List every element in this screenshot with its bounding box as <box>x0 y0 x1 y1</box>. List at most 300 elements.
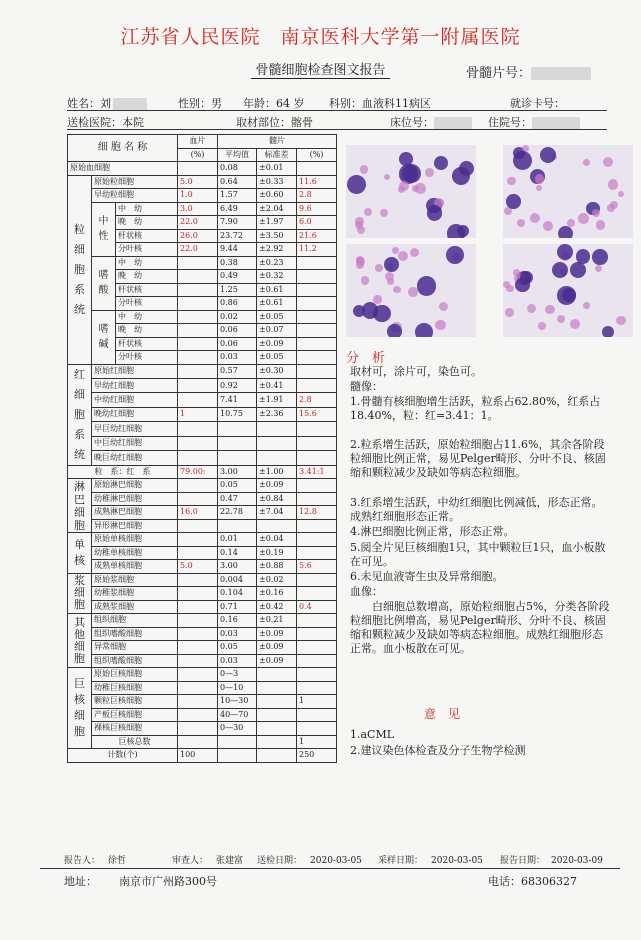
table-row <box>68 465 337 479</box>
table-cell: 晚 幼 <box>116 216 178 230</box>
table-cell: 晚幼红细胞 <box>92 407 178 421</box>
table-row <box>68 681 337 695</box>
table-cell <box>297 364 337 378</box>
table-cell <box>178 654 218 668</box>
table-cell: 分叶核 <box>116 351 178 365</box>
table-cell: 异常细胞 <box>92 641 178 655</box>
table-cell <box>178 681 218 695</box>
table-cell <box>297 451 337 465</box>
stained-cell <box>399 181 409 191</box>
table-cell: ±0.01 <box>257 162 297 176</box>
table-cell <box>178 546 218 560</box>
table-row <box>68 135 337 149</box>
analysis-item-4: 4.淋巴细胞比例正常，形态正常。 <box>350 525 515 538</box>
bone-marrow-no <box>466 62 591 81</box>
divider <box>40 868 620 869</box>
table-cell: 巨核总数 <box>92 735 178 749</box>
text-span: 电话： <box>488 875 521 888</box>
table-cell: 中性 <box>92 202 116 256</box>
table-cell: 1 <box>178 407 218 421</box>
table-cell <box>218 749 257 763</box>
analysis-intro: 取材可，涂片可，染色可。 <box>350 365 482 378</box>
table-row <box>68 708 337 722</box>
table-cell: ±0.23 <box>257 256 297 270</box>
table-cell: ±0.84 <box>257 492 297 506</box>
table-cell: ±0.33 <box>257 175 297 189</box>
table-cell: 中幼红细胞 <box>92 393 178 407</box>
stained-cell <box>398 251 408 261</box>
table-row <box>68 695 337 709</box>
text-span: 骨髓细胞检查图文报告 <box>251 63 389 79</box>
clinic-card-no <box>510 95 565 111</box>
table-cell: 血片 <box>178 135 218 149</box>
table-cell <box>297 627 337 641</box>
table-cell <box>257 668 297 682</box>
stained-cell <box>513 151 532 170</box>
table-cell <box>178 451 218 465</box>
stained-cell <box>517 219 525 227</box>
table-cell: 23.72 <box>218 229 257 243</box>
micrograph-2 <box>503 145 633 238</box>
stained-cell <box>583 159 590 166</box>
table-cell: ±1.00 <box>257 465 297 479</box>
stained-cell <box>552 262 568 278</box>
text-span: 68306327 <box>521 875 577 888</box>
table-row <box>68 722 337 736</box>
table-cell <box>178 600 218 614</box>
table-cell <box>178 297 218 311</box>
stained-cell <box>417 276 436 295</box>
table-cell <box>297 614 337 628</box>
table-cell: 颗粒巨核细胞 <box>92 695 178 709</box>
stained-cell <box>427 205 442 220</box>
table-cell <box>297 641 337 655</box>
table-cell <box>178 270 218 284</box>
table-row <box>68 422 337 436</box>
blood-description: 白细胞总数增高，原始粒细胞占5%，分类各阶段粒细胞比例增高，易见Pelger畸形、分叶不良、核固缩和颗粒减少及缺如等病态粒细胞。成熟红细胞形态正常。血小板散在可见。 <box>350 600 610 655</box>
table-cell: 原始红细胞 <box>92 364 178 378</box>
table-cell: 3.0 <box>178 202 218 216</box>
patient-sex <box>178 95 222 111</box>
table-cell: 7.90 <box>218 216 257 230</box>
blood-label: 血像： <box>350 585 383 598</box>
table-cell <box>178 378 218 392</box>
stained-cell <box>506 194 520 208</box>
stained-cell <box>592 209 600 217</box>
hospital-name: 江苏省人民医院 南京医科大学第一附属医院 <box>120 26 521 48</box>
text-span: 地址： <box>64 875 97 888</box>
table-cell: 10.75 <box>218 407 257 421</box>
table-cell <box>178 573 218 587</box>
table-cell: 异形淋巴细胞 <box>92 519 178 533</box>
stained-cell <box>545 305 554 314</box>
stained-cell <box>362 302 379 319</box>
table-cell: 淋巴细胞 <box>68 479 92 533</box>
table-cell: 分叶核 <box>116 243 178 257</box>
table-cell: 原始巨核细胞 <box>92 668 178 682</box>
table-cell: 5.0 <box>178 175 218 189</box>
table-cell <box>297 492 337 506</box>
table-cell: ±0.41 <box>257 378 297 392</box>
stained-cell <box>608 179 619 190</box>
table-cell <box>257 722 297 736</box>
table-row <box>68 202 337 216</box>
table-cell: 1.57 <box>218 189 257 203</box>
table-cell: 标准差 <box>257 148 297 162</box>
table-cell <box>297 324 337 338</box>
table-cell: 原始粒细胞 <box>92 175 178 189</box>
patient-dept <box>329 95 431 111</box>
table-cell: 15.6 <box>297 407 337 421</box>
table-cell <box>178 324 218 338</box>
table-cell <box>178 256 218 270</box>
opinion-item-1: 1.aCML <box>350 728 395 741</box>
table-cell: ±0.60 <box>257 189 297 203</box>
table-cell: 11.2 <box>297 243 337 257</box>
table-row <box>68 668 337 682</box>
text-span: 住院号： <box>488 116 532 129</box>
table-cell <box>297 270 337 284</box>
table-cell: ±1.97 <box>257 216 297 230</box>
table-cell <box>297 351 337 365</box>
table-cell: ±3.50 <box>257 229 297 243</box>
table-cell <box>297 337 337 351</box>
table-cell: 0.03 <box>218 351 257 365</box>
table-cell <box>218 422 257 436</box>
table-cell: 产板巨核细胞 <box>92 708 178 722</box>
table-cell: ±0.32 <box>257 270 297 284</box>
table-cell: 幼稚单核细胞 <box>92 546 178 560</box>
table-cell: 22.0 <box>178 243 218 257</box>
table-cell: 组织嗜酸细胞 <box>92 654 178 668</box>
analysis-item-1: 1.骨髓有核细胞增生活跃，粒系占62.80%，红系占 18.40%，粒：红=3.41：1。 <box>350 395 601 422</box>
table-row <box>68 749 337 763</box>
opinion-title: 意 见 <box>424 707 461 721</box>
text-span: 髂骨 <box>291 116 313 129</box>
table-cell: ±0.09 <box>257 337 297 351</box>
table-cell: 0—3 <box>218 668 257 682</box>
table-cell <box>297 668 337 682</box>
table-row <box>68 735 337 749</box>
table-cell: ±2.04 <box>257 202 297 216</box>
table-cell <box>297 310 337 324</box>
table-cell: 2.8 <box>297 189 337 203</box>
table-cell: 22.78 <box>218 506 257 520</box>
stained-cell <box>540 147 556 163</box>
text-span: 男 <box>211 97 222 110</box>
table-row <box>68 256 337 270</box>
table-cell: ±0.09 <box>257 479 297 493</box>
text-span: 64 岁 <box>276 97 305 110</box>
table-cell: 0.03 <box>218 654 257 668</box>
redacted-block <box>434 117 472 130</box>
table-cell: 16.0 <box>178 506 218 520</box>
stained-cell <box>515 278 530 293</box>
stained-cell <box>607 204 615 212</box>
table-cell: ±0.09 <box>257 641 297 655</box>
table-cell: 成熟淋巴细胞 <box>92 506 178 520</box>
stained-cell <box>356 256 364 264</box>
stained-cell <box>399 152 413 166</box>
table-cell: 0.38 <box>218 256 257 270</box>
table-cell <box>178 422 218 436</box>
table-cell <box>178 492 218 506</box>
table-row <box>68 546 337 560</box>
table-cell: 原始血细胞 <box>68 162 178 176</box>
table-cell <box>178 364 218 378</box>
table-cell: 9.6 <box>297 202 337 216</box>
stained-cell <box>452 167 470 185</box>
text-span: 刘 <box>100 97 111 110</box>
stained-cell <box>364 208 372 216</box>
table-cell: 粒 系：红 系 <box>68 465 178 479</box>
opinion-item-2: 2.建议染色体检查及分子生物学检测 <box>350 744 526 757</box>
table-cell: 中 幼 <box>116 310 178 324</box>
table-cell: ±2.92 <box>257 243 297 257</box>
analysis-item-2: 2.粒系增生活跃，原始粒细胞占11.6%，其余各阶段粒细胞比例正常，易见Pelger畸形、分叶不良、核固缩和颗粒减少及缺如等病态粒细胞。 <box>350 438 606 479</box>
table-cell: 中巨幼红细胞 <box>92 436 178 450</box>
table-cell <box>178 283 218 297</box>
table-cell: 5.0 <box>178 560 218 574</box>
stained-cell <box>434 156 448 170</box>
stained-cell <box>384 257 399 272</box>
table-row <box>68 614 337 628</box>
table-cell: 1.25 <box>218 283 257 297</box>
table-cell: 0.47 <box>218 492 257 506</box>
table-cell <box>257 451 297 465</box>
cell-count-table <box>67 134 337 763</box>
table-cell: 嗜酸 <box>92 256 116 310</box>
stained-cell <box>595 265 602 272</box>
table-cell: 0.004 <box>218 573 257 587</box>
table-cell <box>297 436 337 450</box>
table-cell <box>178 479 218 493</box>
stained-cell <box>570 262 586 278</box>
table-row <box>68 506 337 520</box>
table-cell <box>178 668 218 682</box>
stained-cell <box>415 323 433 337</box>
table-cell: 21.6 <box>297 229 337 243</box>
table-row <box>68 407 337 421</box>
text-span: 2020-03-05 <box>310 856 362 866</box>
admission-no <box>488 114 580 130</box>
stained-cell <box>557 315 565 323</box>
table-cell: ±1.91 <box>257 393 297 407</box>
text-span: 送检日期： <box>257 856 303 866</box>
sending-hospital <box>67 114 144 130</box>
text-span: 取材部位： <box>236 116 291 129</box>
table-cell <box>178 519 218 533</box>
table-cell: 3.41:1 <box>297 465 337 479</box>
table-cell: 1.0 <box>178 189 218 203</box>
table-cell <box>297 297 337 311</box>
table-cell: 红细胞系统 <box>68 364 92 465</box>
table-cell: 裸核巨核细胞 <box>92 722 178 736</box>
patient-name <box>67 95 147 111</box>
reporter <box>64 853 126 866</box>
table-cell: ±0.30 <box>257 364 297 378</box>
table-cell: 嗜碱 <box>92 310 116 364</box>
table-cell <box>218 436 257 450</box>
table-cell: 早幼粒细胞 <box>92 189 178 203</box>
table-cell: 26.0 <box>178 229 218 243</box>
text-span: 采样日期： <box>378 856 424 866</box>
stained-cell <box>505 308 514 317</box>
table-row <box>68 560 337 574</box>
table-cell: 原始单核细胞 <box>92 533 178 547</box>
text-span: 骨髓片号： <box>466 66 532 81</box>
table-cell <box>257 708 297 722</box>
analysis-item-5: 5.阅全片见巨核细胞1只，其中颗粒巨1只，血小板散在可见。 <box>350 541 606 568</box>
stained-cell <box>393 286 400 293</box>
table-cell: 成熟单核细胞 <box>92 560 178 574</box>
table-cell: 10—30 <box>218 695 257 709</box>
table-row <box>68 162 337 176</box>
table-cell <box>297 256 337 270</box>
table-cell: 6.49 <box>218 202 257 216</box>
table-row <box>68 492 337 506</box>
table-cell: ±0.09 <box>257 654 297 668</box>
table-cell <box>297 546 337 560</box>
table-cell: 计数(个) <box>68 749 178 763</box>
stained-cell <box>410 248 419 257</box>
table-cell: 分叶核 <box>116 297 178 311</box>
table-row <box>68 436 337 450</box>
stained-cell <box>380 209 388 217</box>
table-cell <box>297 708 337 722</box>
table-cell: 1 <box>297 735 337 749</box>
table-cell <box>257 422 297 436</box>
stained-cell <box>618 191 624 197</box>
stained-cell <box>535 174 544 183</box>
table-row <box>68 627 337 641</box>
address <box>64 873 217 889</box>
stained-cell <box>507 177 516 186</box>
table-cell: 0.71 <box>218 600 257 614</box>
table-cell <box>178 310 218 324</box>
table-cell: ±7.04 <box>257 506 297 520</box>
report-date <box>500 853 603 866</box>
table-cell <box>178 351 218 365</box>
table-cell: ±0.61 <box>257 297 297 311</box>
divider <box>67 110 607 111</box>
table-cell: ±0.09 <box>257 627 297 641</box>
stained-cell <box>578 213 589 224</box>
table-cell: 早巨幼红细胞 <box>92 422 178 436</box>
table-cell: 100 <box>178 749 218 763</box>
text-span: 送检医院： <box>67 116 122 129</box>
text-span: 姓名： <box>67 97 100 110</box>
table-cell: ±0.19 <box>257 546 297 560</box>
table-cell <box>178 393 218 407</box>
table-cell: 巨核细胞 <box>68 668 92 749</box>
table-cell: 0—10 <box>218 681 257 695</box>
table-cell: 成熟浆细胞 <box>92 600 178 614</box>
sent-date <box>257 853 362 866</box>
table-cell: 0.02 <box>218 310 257 324</box>
table-row <box>68 573 337 587</box>
table-cell: 浆细胞 <box>68 573 92 614</box>
table-cell: 0—30 <box>218 722 257 736</box>
table-cell <box>297 519 337 533</box>
table-cell <box>218 451 257 465</box>
table-cell: 杆状核 <box>116 283 178 297</box>
table-cell: 0.104 <box>218 587 257 601</box>
table-cell: 0.05 <box>218 641 257 655</box>
stained-cell <box>446 246 464 264</box>
redacted-block <box>532 117 580 130</box>
table-row <box>68 587 337 601</box>
table-cell <box>178 627 218 641</box>
text-span: 南京市广州路300号 <box>119 875 217 888</box>
stained-cell <box>387 324 402 337</box>
table-cell: 晚巨幼红细胞 <box>92 451 178 465</box>
stained-cell <box>347 175 367 195</box>
table-cell: ±2.36 <box>257 407 297 421</box>
table-cell <box>297 422 337 436</box>
text-span: 张建富 <box>216 856 244 866</box>
table-row <box>68 654 337 668</box>
table-cell: ±0.07 <box>257 324 297 338</box>
table-cell <box>297 283 337 297</box>
table-cell: 0.4 <box>297 600 337 614</box>
table-cell: 原始淋巴细胞 <box>92 479 178 493</box>
table-row <box>68 600 337 614</box>
sample-date <box>378 853 483 866</box>
table-cell: 晚 幼 <box>116 324 178 338</box>
table-row <box>68 189 337 203</box>
micrograph-3 <box>346 244 476 337</box>
table-cell: ±0.21 <box>257 614 297 628</box>
stained-cell <box>375 264 383 272</box>
table-cell <box>297 533 337 547</box>
table-cell <box>257 695 297 709</box>
table-cell: 0.14 <box>218 546 257 560</box>
table-cell <box>297 573 337 587</box>
text-span: 本院 <box>122 116 144 129</box>
table-cell: 3.00 <box>218 465 257 479</box>
table-cell: ±0.05 <box>257 310 297 324</box>
table-row <box>68 378 337 392</box>
marrow-label: 髓像： <box>350 380 383 393</box>
bed-no <box>390 114 472 130</box>
table-cell: 40—70 <box>218 708 257 722</box>
table-cell: 幼稚浆细胞 <box>92 587 178 601</box>
table-cell: 单核 <box>68 533 92 574</box>
table-cell: 6.0 <box>297 216 337 230</box>
table-row <box>68 364 337 378</box>
table-cell: 0.05 <box>218 479 257 493</box>
table-row <box>68 175 337 189</box>
table-cell: 杆状核 <box>116 229 178 243</box>
table-cell <box>257 735 297 749</box>
table-cell <box>178 641 218 655</box>
stained-cell <box>415 183 425 193</box>
text-span: 审查人： <box>172 856 209 866</box>
table-cell: 7.41 <box>218 393 257 407</box>
table-cell: ±0.02 <box>257 573 297 587</box>
table-cell <box>297 479 337 493</box>
stained-cell <box>385 272 394 281</box>
table-cell: 79.00: <box>178 465 218 479</box>
table-cell: 0.86 <box>218 297 257 311</box>
stained-cell <box>596 220 606 230</box>
text-span: 科别： <box>329 97 362 110</box>
table-cell: 组织细胞 <box>92 614 178 628</box>
table-cell: 幼稚巨核细胞 <box>92 681 178 695</box>
stained-cell <box>602 326 614 337</box>
table-cell: 5.6 <box>297 560 337 574</box>
